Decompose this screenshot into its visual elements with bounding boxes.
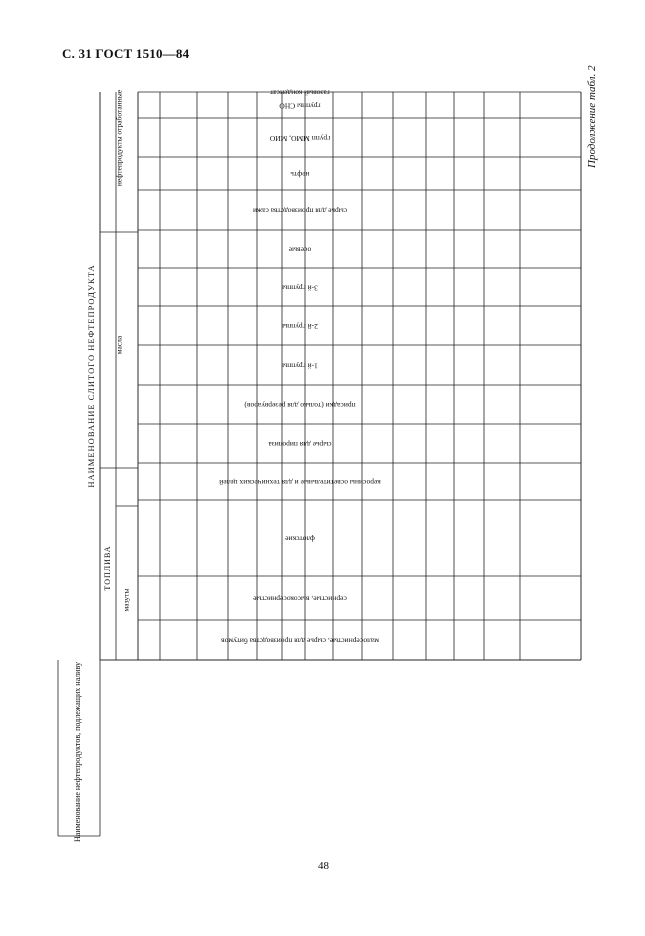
continuation-label: Продолжение табл. 2 [586, 65, 598, 168]
column-header: сырье для производства сажи [252, 206, 348, 216]
column-header: сырье для пиролиза [268, 439, 332, 449]
column-header: 1-й группы [282, 361, 318, 371]
stub-header: Наименование нефтепродуктов, подлежащих наливу [72, 662, 82, 842]
oils-header: масла [114, 335, 124, 355]
page-header: С. 31 ГОСТ 1510—84 [62, 46, 190, 61]
column-header: групп ММО, МИО [269, 133, 331, 143]
group-header: НАИМЕНОВАНИЕ СЛИТОГО НЕФТЕПРОДУКТА [85, 264, 96, 488]
column-header: присадки (только для резервуаров) [244, 400, 356, 410]
column-header: малосернистые, сырье для производства битумов [221, 636, 379, 646]
column-header: осевые [288, 245, 312, 255]
column-header: сернистые, высокосернистые [253, 594, 347, 604]
column-header: 2-й группы [282, 321, 318, 331]
column-header: керосины осветительные и для технических целей [219, 477, 381, 487]
column-header: 3-й группы [282, 283, 318, 293]
mazuty-header: мазуты [121, 588, 131, 612]
column-header: группы СНО [279, 101, 321, 111]
page-number: 48 [318, 860, 329, 872]
fuels-header: ТОПЛИВА [102, 545, 112, 591]
column-header: флотские [285, 534, 315, 544]
column-header: газовый конденсат [270, 88, 330, 98]
column-header: нефть [290, 169, 310, 179]
refined-header: нефтепродукты отработанные [114, 89, 124, 187]
